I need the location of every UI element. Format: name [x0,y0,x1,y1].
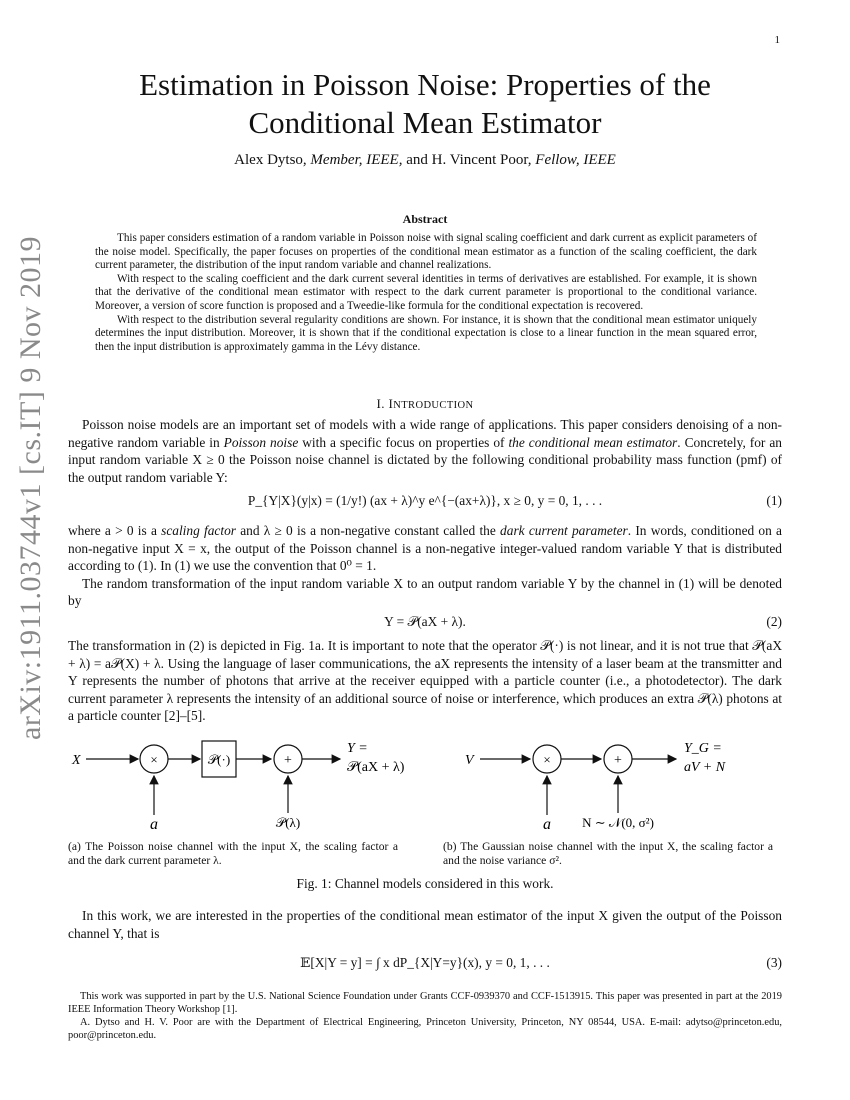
intro-p1-text-c: . Concretely, for an input random variable X ≥ 0 the Poisson noise channel is dictated by the following conditional probability mass function (pmf) of the output random variable Y: [68,434,782,485]
figure-1b-caption: (b) The Gaussian noise channel with the input X, the scaling factor a and the noise variance σ². [443,840,773,867]
fig-b-output-label-1: Y_G = [684,741,722,756]
intro-p1-emph-1: Poisson noise [223,434,299,450]
equation-1 [68,493,782,509]
section-number: I. [376,396,385,411]
abstract-heading: Abstract [402,212,448,226]
fig-a-output-label-2: 𝒫(aX + λ) [347,760,405,775]
footnote-funding: This work was supported in part by the U.S. National Science Foundation under Grants CCF-0939370 and CCF-1513915. This paper was presented in part at the 2019 IEEE Information Theory Workshop [1]. [68,991,782,1015]
figure-1a-diagram [71,741,405,833]
intro-paragraph-4 [68,637,782,725]
author-2: and H. Vincent Poor, [406,152,532,168]
page-number: 1 [774,34,780,46]
footnotes [68,990,782,1042]
intro-p1-emph-2: the conditional mean estimator [508,434,678,450]
section-title-rest: NTRODUCTION [393,400,474,411]
equation-2 [68,614,782,630]
fig-b-multiply-symbol: × [543,752,551,767]
intro-paragraph-3: The random transformation of the input random variable X to an output random variable Y by the channel in (1) will be denoted by [68,575,782,609]
equation-1-number: (1) [766,493,782,508]
intro-paragraph-1 [68,416,782,486]
fig-b-scale-label: a [543,816,551,833]
equation-2-body: Y = 𝒫(aX + λ). [384,614,466,629]
title-line-1: Estimation in Poisson Noise: Properties of the [139,67,711,102]
paragraph-after-figure [68,907,782,942]
equation-2-number: (2) [766,614,782,629]
intro-p2-text-a: where a > 0 is a [68,523,162,538]
arxiv-identifier: arXiv:1911.03744v1 [cs.IT] 9 Nov 2019 [14,236,47,740]
author-2-role: Fellow, IEEE [535,152,616,168]
fig-a-output-label-1: Y = [347,741,368,756]
fig-a-noise-label: 𝒫(λ) [275,815,301,830]
author-line [80,152,770,169]
fig-b-output-label-2: aV + N [684,760,726,775]
figure-1a-caption: (a) The Poisson noise channel with the input X, the scaling factor a and the dark current parameter λ. [68,840,398,867]
figure-1-caption: Fig. 1: Channel models considered in this work. [296,876,554,891]
fig-a-poisson-operator: 𝒫(·) [207,752,231,767]
section-heading-introduction [80,396,770,412]
intro-p2-text-c: . In words, conditioned on a non-negative input X = x, the output of the Poisson channel is a non-negative integer-valued random variable Y that is distributed according to (1). In (1) we use the convention that 0⁰ = 1. [68,523,782,574]
abstract-body [95,232,757,354]
intro-p1-text-a: Poisson noise models are an important set of models with a wide range of applications. This paper considers denoising of a non-negative random variable in [68,417,782,450]
intro-p2-emph-1: scaling factor [161,523,236,538]
equation-3 [68,955,782,971]
author-1-role: Member, IEEE, [310,152,403,168]
fig-b-noise-label: N ∼ 𝒩(0, σ²) [582,815,654,830]
fig-a-scale-label: a [150,816,158,833]
fig-a-multiply-symbol: × [150,752,158,767]
figure-1b-diagram [465,741,726,833]
abstract-paragraph-3: With respect to the distribution several regularity conditions are shown. For instance, it is shown that the conditional mean estimator uniquely determines the input distribution. Moreover, it is shown that if the conditional expectation is close to a linear function in the mean squared error, then the input distribution is approximately gamma in the Lévy distance. [95,313,757,353]
abstract-paragraph-1: This paper considers estimation of a random variable in Poisson noise with signal scaling coefficient and dark current as explicit parameters of the noise model. Specifically, the paper focuses on properties of the conditional mean estimator as a function of the scaling coefficient, the dark current parameter, the distribution of the input random variable and channel realizations. [95,232,757,272]
fig-b-input-label: V [465,753,474,768]
fig-a-input-label: X [72,753,81,768]
title-line-2: Conditional Mean Estimator [248,105,602,140]
intro-paragraph-2 [68,522,782,610]
equation-3-number: (3) [766,955,782,970]
intro-paragraph-4-text: The transformation in (2) is depicted in Fig. 1a. It is important to note that the operator 𝒫(·) is not linear, and it is not true that 𝒫(aX + λ) = a𝒫(X) + λ. Using the language of laser communications, the aX represents the intensity of a laser beam at the transmitter and Y represents the number of photons that arrive at the receiver equipped with a particle counter (i.e., a photodetector). The dark current parameter λ represents the intensity of an additional source of noise or interference, which produces an extra 𝒫(λ) photons at a particle counter [2]–[5]. [68,638,782,724]
fig-a-add-symbol: + [284,753,292,768]
figure-1-diagram [60,735,790,835]
equation-1-body: P_{Y|X}(y|x) = (1/y!) (ax + λ)^y e^{−(ax+λ)}, x ≥ 0, y = 0, 1, . . . [247,493,603,508]
fig-b-add-symbol: + [614,753,622,768]
paper-title [80,66,770,142]
intro-p2-emph-2: dark current parameter [500,523,628,538]
paragraph-after-figure-text: In this work, we are interested in the properties of the conditional mean estimator of the input X given the output of the Poisson channel Y, that is [68,908,782,941]
intro-p1-text-b: with a specific focus on properties of [298,434,509,450]
equation-3-body: 𝔼[X|Y = y] = ∫ x dP_{X|Y=y}(x), y = 0, 1, . . . [300,955,550,970]
author-1: Alex Dytso, [234,152,307,168]
section-title-first: I [388,396,394,411]
footnote-affiliation: A. Dytso and H. V. Poor are with the Department of Electrical Engineering, Princeton University, Princeton, NY 08544, USA. E-mail: adytso@princeton.edu, poor@princeton.edu. [68,1017,782,1041]
intro-p2-text-b: and λ ≥ 0 is a non-negative constant called the [236,523,501,538]
abstract-paragraph-2: With respect to the scaling coefficient and the dark current several identities in terms of derivatives are established. For example, it is shown that the derivative of the conditional mean estimator with respect to the dark current parameter is proportional to the conditional variance. Moreover, a version of score function is proposed and a Tweedie-like formula for the conditional expectation is recovered. [95,272,757,312]
